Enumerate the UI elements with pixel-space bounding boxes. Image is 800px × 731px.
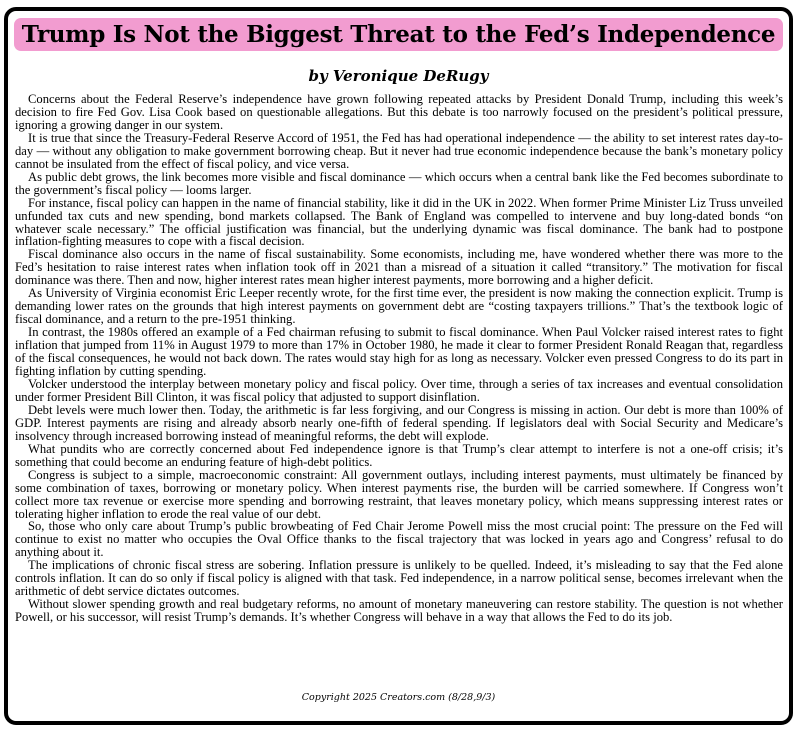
byline: by Veronique DeRugy (308, 67, 489, 85)
article-frame (4, 7, 793, 725)
headline: Trump Is Not the Biggest Threat to the Fed’s Independence (14, 18, 783, 51)
article-body (15, 93, 783, 624)
copyright-notice: Copyright 2025 Creators.com (8/28,9/3) (301, 692, 496, 703)
paragraph: Without slower spending growth and real budgetary reforms, no amount of monetary maneuvering can restore stability. The question is not whether Powell, or his successor, will resist Trump’s demands. It’s whether Congress will behave in a way that allows the Fed to do its job. (15, 597, 783, 625)
paragraph: Volcker understood the interplay between monetary policy and fiscal policy. Over time, through a series of tax increases and eventual consolidation under former President Bill Clinton, it was fiscal policy that adjusted to support disinflation. (15, 376, 783, 404)
paragraph: Debt levels were much lower then. Today, the arithmetic is far less forgiving, and our Congress is missing in action. Our debt is more than 100% of GDP. Interest payments are rising and already absorb nearly one-fifth of federal spending. If legislators deal with Social Security and Medicare’s insolvency through increased borrowing instead of meaningful reforms, the debt will explode. (15, 402, 783, 443)
paragraph: Fiscal dominance also occurs in the name of fiscal sustainability. Some economists, including me, have wondered whether there was more to the Fed’s hesitation to raise interest rates when inflation took off in 2021 than a misread of a situation it called “transitory.” The motivation for fiscal dominance was there. Then and now, higher interest rates mean higher interest payments, more borrowing and a higher deficit. (15, 247, 783, 288)
paragraph: As University of Virginia economist Eric Leeper recently wrote, for the first time ever, the president is now making the connection explicit. Trump is demanding lower rates on the grounds that high interest payments on government debt are “costing taxpayers trillions.” That’s the textbook logic of fiscal dominance, and a return to the pre-1951 thinking. (15, 286, 783, 327)
paragraph: It is true that since the Treasury-Federal Reserve Accord of 1951, the Fed has had operational independence — the ability to set interest rates day-to-day — without any obligation to make government borrowing cheap. But it never had true economic independence because the bank’s monetary policy cannot be insulated from the effect of fiscal policy, and vice versa. (15, 130, 783, 171)
paragraph: In contrast, the 1980s offered an example of a Fed chairman refusing to submit to fiscal dominance. When Paul Volcker raised interest rates to fight inflation that jumped from 11% in August 1979 to more than 17% in October 1980, he made it clear to former President Ronald Reagan that, regardless of the fiscal consequences, he would not back down. The rates would stay high for as long as necessary. Volcker even pressed Congress to do its part in fighting inflation by cutting spending. (15, 325, 783, 379)
paragraph: Concerns about the Federal Reserve’s independence have grown following repeated attacks by President Donald Trump, including this week’s decision to fire Fed Gov. Lisa Cook based on questionable allegations. But this debate is too narrowly focused on the president’s political pressure, ignoring a growing danger in our system. (15, 92, 783, 132)
paragraph: Congress is subject to a simple, macroeconomic constraint: All government outlays, including interest payments, must ultimately be financed by some combination of taxes, borrowing or monetary policy. When interest payments rise, the burden will be carried somewhere. If Congress won’t collect more tax revenue or exercise more spending and borrowing restraint, that leaves monetary policy, which means suppressing interest rates or tolerating higher inflation to erode the real value of our debt. (15, 467, 783, 521)
paragraph: So, those who only care about Trump’s public browbeating of Fed Chair Jerome Powell miss the most crucial point: The pressure on the Fed will continue to exist no matter who occupies the Oval Office thanks to the fiscal trajectory that was locked in years ago and Congress’ refusal to do anything about it. (15, 519, 783, 560)
paragraph: What pundits who are correctly concerned about Fed independence ignore is that Trump’s clear attempt to interfere is not a one-off crisis; it’s something that could become an enduring feature of high-debt politics. (15, 441, 783, 469)
paragraph: For instance, fiscal policy can happen in the name of financial stability, like it did in the UK in 2022. When former Prime Minister Liz Truss unveiled unfunded tax cuts and new spending, bond markets collapsed. The Bank of England was compelled to intervene and buy long-dated bonds “on whatever scale necessary.” The official justification was financial, but the underlying dynamic was fiscal dominance. The bank had to postpone inflation-fighting measures to cope with a fiscal decision. (15, 195, 783, 249)
paragraph: As public debt grows, the link becomes more visible and fiscal dominance — which occurs when a central bank like the Fed becomes subordinate to the government’s fiscal policy — looms larger. (15, 169, 783, 197)
paragraph: The implications of chronic fiscal stress are sobering. Inflation pressure is unlikely to be quelled. Indeed, it’s misleading to say that the Fed alone controls inflation. It can do so only if fiscal policy is aligned with that task. Fed independence, in a narrow political sense, becomes irrelevant when the arithmetic of debt service dictates outcomes. (15, 558, 783, 599)
